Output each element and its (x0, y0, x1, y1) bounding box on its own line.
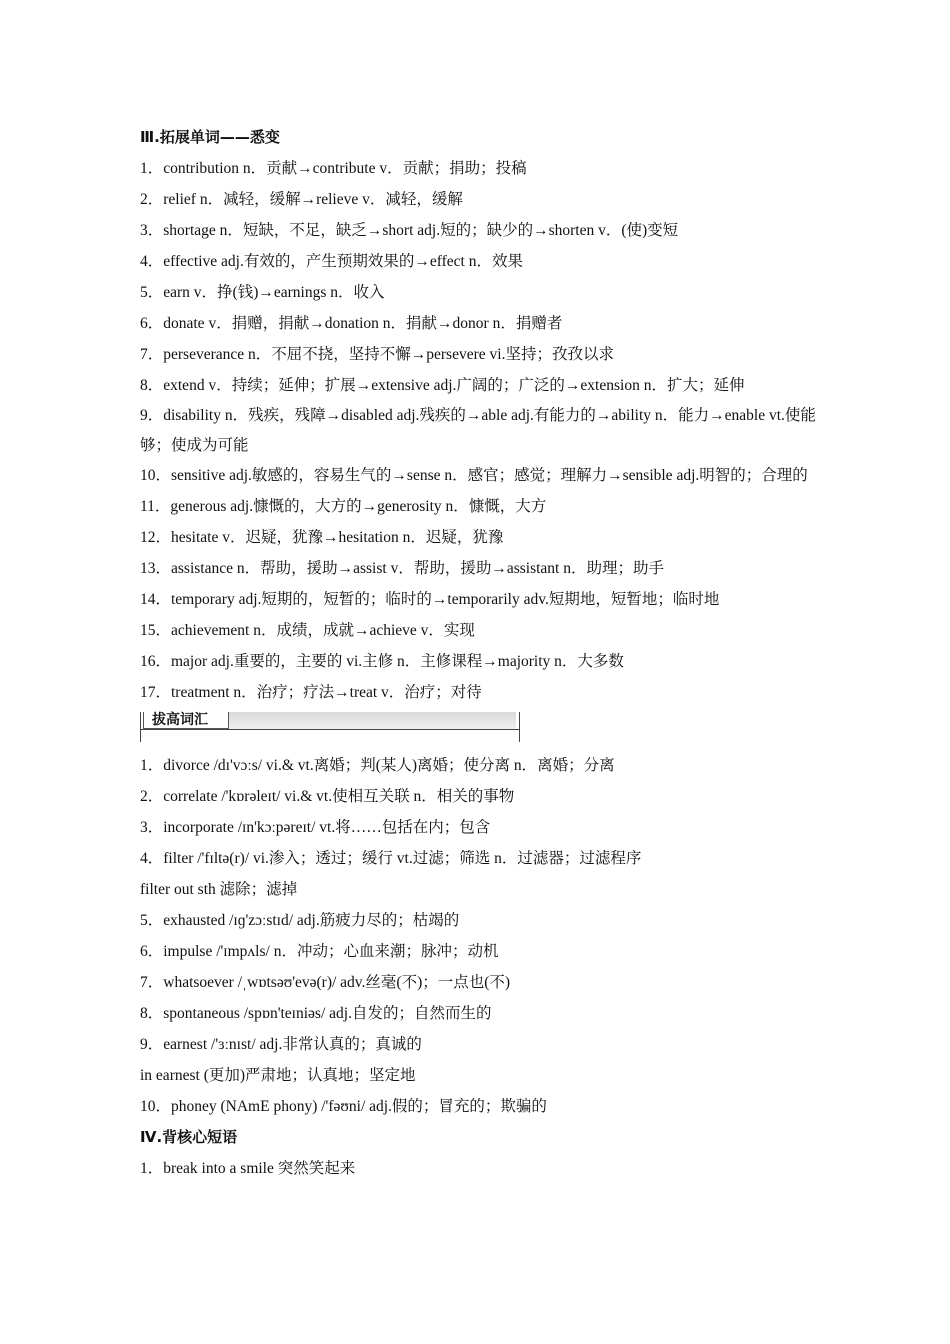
list-item: 4．effective adj.有效的，产生预期效果的→effect n．效果 (140, 253, 523, 270)
list-item: filter out sth 滤除；滤掉 (140, 881, 298, 898)
banner-frame (140, 712, 520, 742)
banner-underline (141, 729, 519, 730)
banner-label: 拔高词汇 (143, 712, 229, 729)
list-item: 10．phoney (NAmE phony) /'fəʊni/ adj.假的；冒充的；欺骗的 (140, 1098, 547, 1115)
list-item: 9．disability n．残疾，残障→disabled adj.残疾的→able adj.有能力的→ability n．能力→enable vt.使能够；使成为可能 (140, 407, 816, 454)
list-item: in earnest (更加)严肃地；认真地；坚定地 (140, 1067, 416, 1084)
section-heading-expand-words: Ⅲ.拓展单词——悉变 (140, 128, 280, 146)
list-item: 7．perseverance n．不屈不挠，坚持不懈→persevere vi.坚持；孜孜以求 (140, 346, 614, 363)
list-item: 11．generous adj.慷慨的，大方的→generosity n．慷慨，大方 (140, 498, 547, 515)
list-item: 1．break into a smile 突然笑起来 (140, 1160, 356, 1177)
list-item: 4．filter /'fɪltə(r)/ vi.渗入；透过；缓行 vt.过滤；筛选 n．过滤器；过滤程序 (140, 850, 642, 867)
advanced-vocab-banner (140, 712, 820, 746)
document-page (140, 122, 820, 1184)
list-item: 8．extend v．持续；延伸；扩展→extensive adj.广阔的；广泛的→extension n．扩大；延伸 (140, 377, 745, 394)
list-item: 15．achievement n．成绩，成就→achieve v．实现 (140, 622, 475, 639)
list-item: 7．whatsoever /ˌwɒtsəʊ'evə(r)/ adv.丝毫(不)；一点也(不) (140, 974, 511, 991)
list-item: 17．treatment n．治疗；疗法→treat v．治疗；对待 (140, 684, 482, 701)
list-item: 1．divorce /dɪ'vɔːs/ vi.& vt.离婚；判(某人)离婚；使分离 n．离婚；分离 (140, 757, 615, 774)
list-item: 2．relief n．减轻，缓解→relieve v．减轻，缓解 (140, 191, 463, 208)
list-item: 5．earn v．挣(钱)→earnings n．收入 (140, 284, 385, 301)
list-item: 3．incorporate /ɪn'kɔːpəreɪt/ vt.将……包括在内；包含 (140, 819, 491, 836)
list-item: 6．donate v．捐赠，捐献→donation n．捐献→donor n．捐赠者 (140, 315, 563, 332)
list-item: 12．hesitate v．迟疑，犹豫→hesitation n．迟疑，犹豫 (140, 529, 504, 546)
list-item: 3．shortage n．短缺，不足，缺乏→short adj.短的；缺少的→shorten v．(使)变短 (140, 222, 679, 239)
list-item: 1．contribution n．贡献→contribute v．贡献；捐助；投稿 (140, 160, 527, 177)
list-item: 16．major adj.重要的，主要的 vi.主修 n．主修课程→majority n．大多数 (140, 653, 624, 670)
list-item: 2．correlate /'kɒrəleɪt/ vi.& vt.使相互关联 n．相关的事物 (140, 788, 515, 805)
list-item: 6．impulse /'ɪmpʌls/ n．冲动；心血来潮；脉冲；动机 (140, 943, 499, 960)
list-item: 8．spontaneous /spɒn'teɪniəs/ adj.自发的；自然而生的 (140, 1005, 492, 1022)
list-item: 5．exhausted /ɪɡ'zɔːstɪd/ adj.筋疲力尽的；枯竭的 (140, 912, 460, 929)
list-item: 13．assistance n．帮助，援助→assist v．帮助，援助→assistant n．助理；助手 (140, 560, 664, 577)
list-item: 10．sensitive adj.敏感的，容易生气的→sense n．感官；感觉；理解力→sensible adj.明智的；合理的 (140, 467, 808, 484)
section-heading-core-phrases: Ⅳ.背核心短语 (140, 1128, 238, 1146)
list-item: 9．earnest /'ɜːnɪst/ adj.非常认真的；真诚的 (140, 1036, 422, 1053)
list-item: 14．temporary adj.短期的，短暂的；临时的→temporarily adv.短期地，短暂地；临时地 (140, 591, 720, 608)
